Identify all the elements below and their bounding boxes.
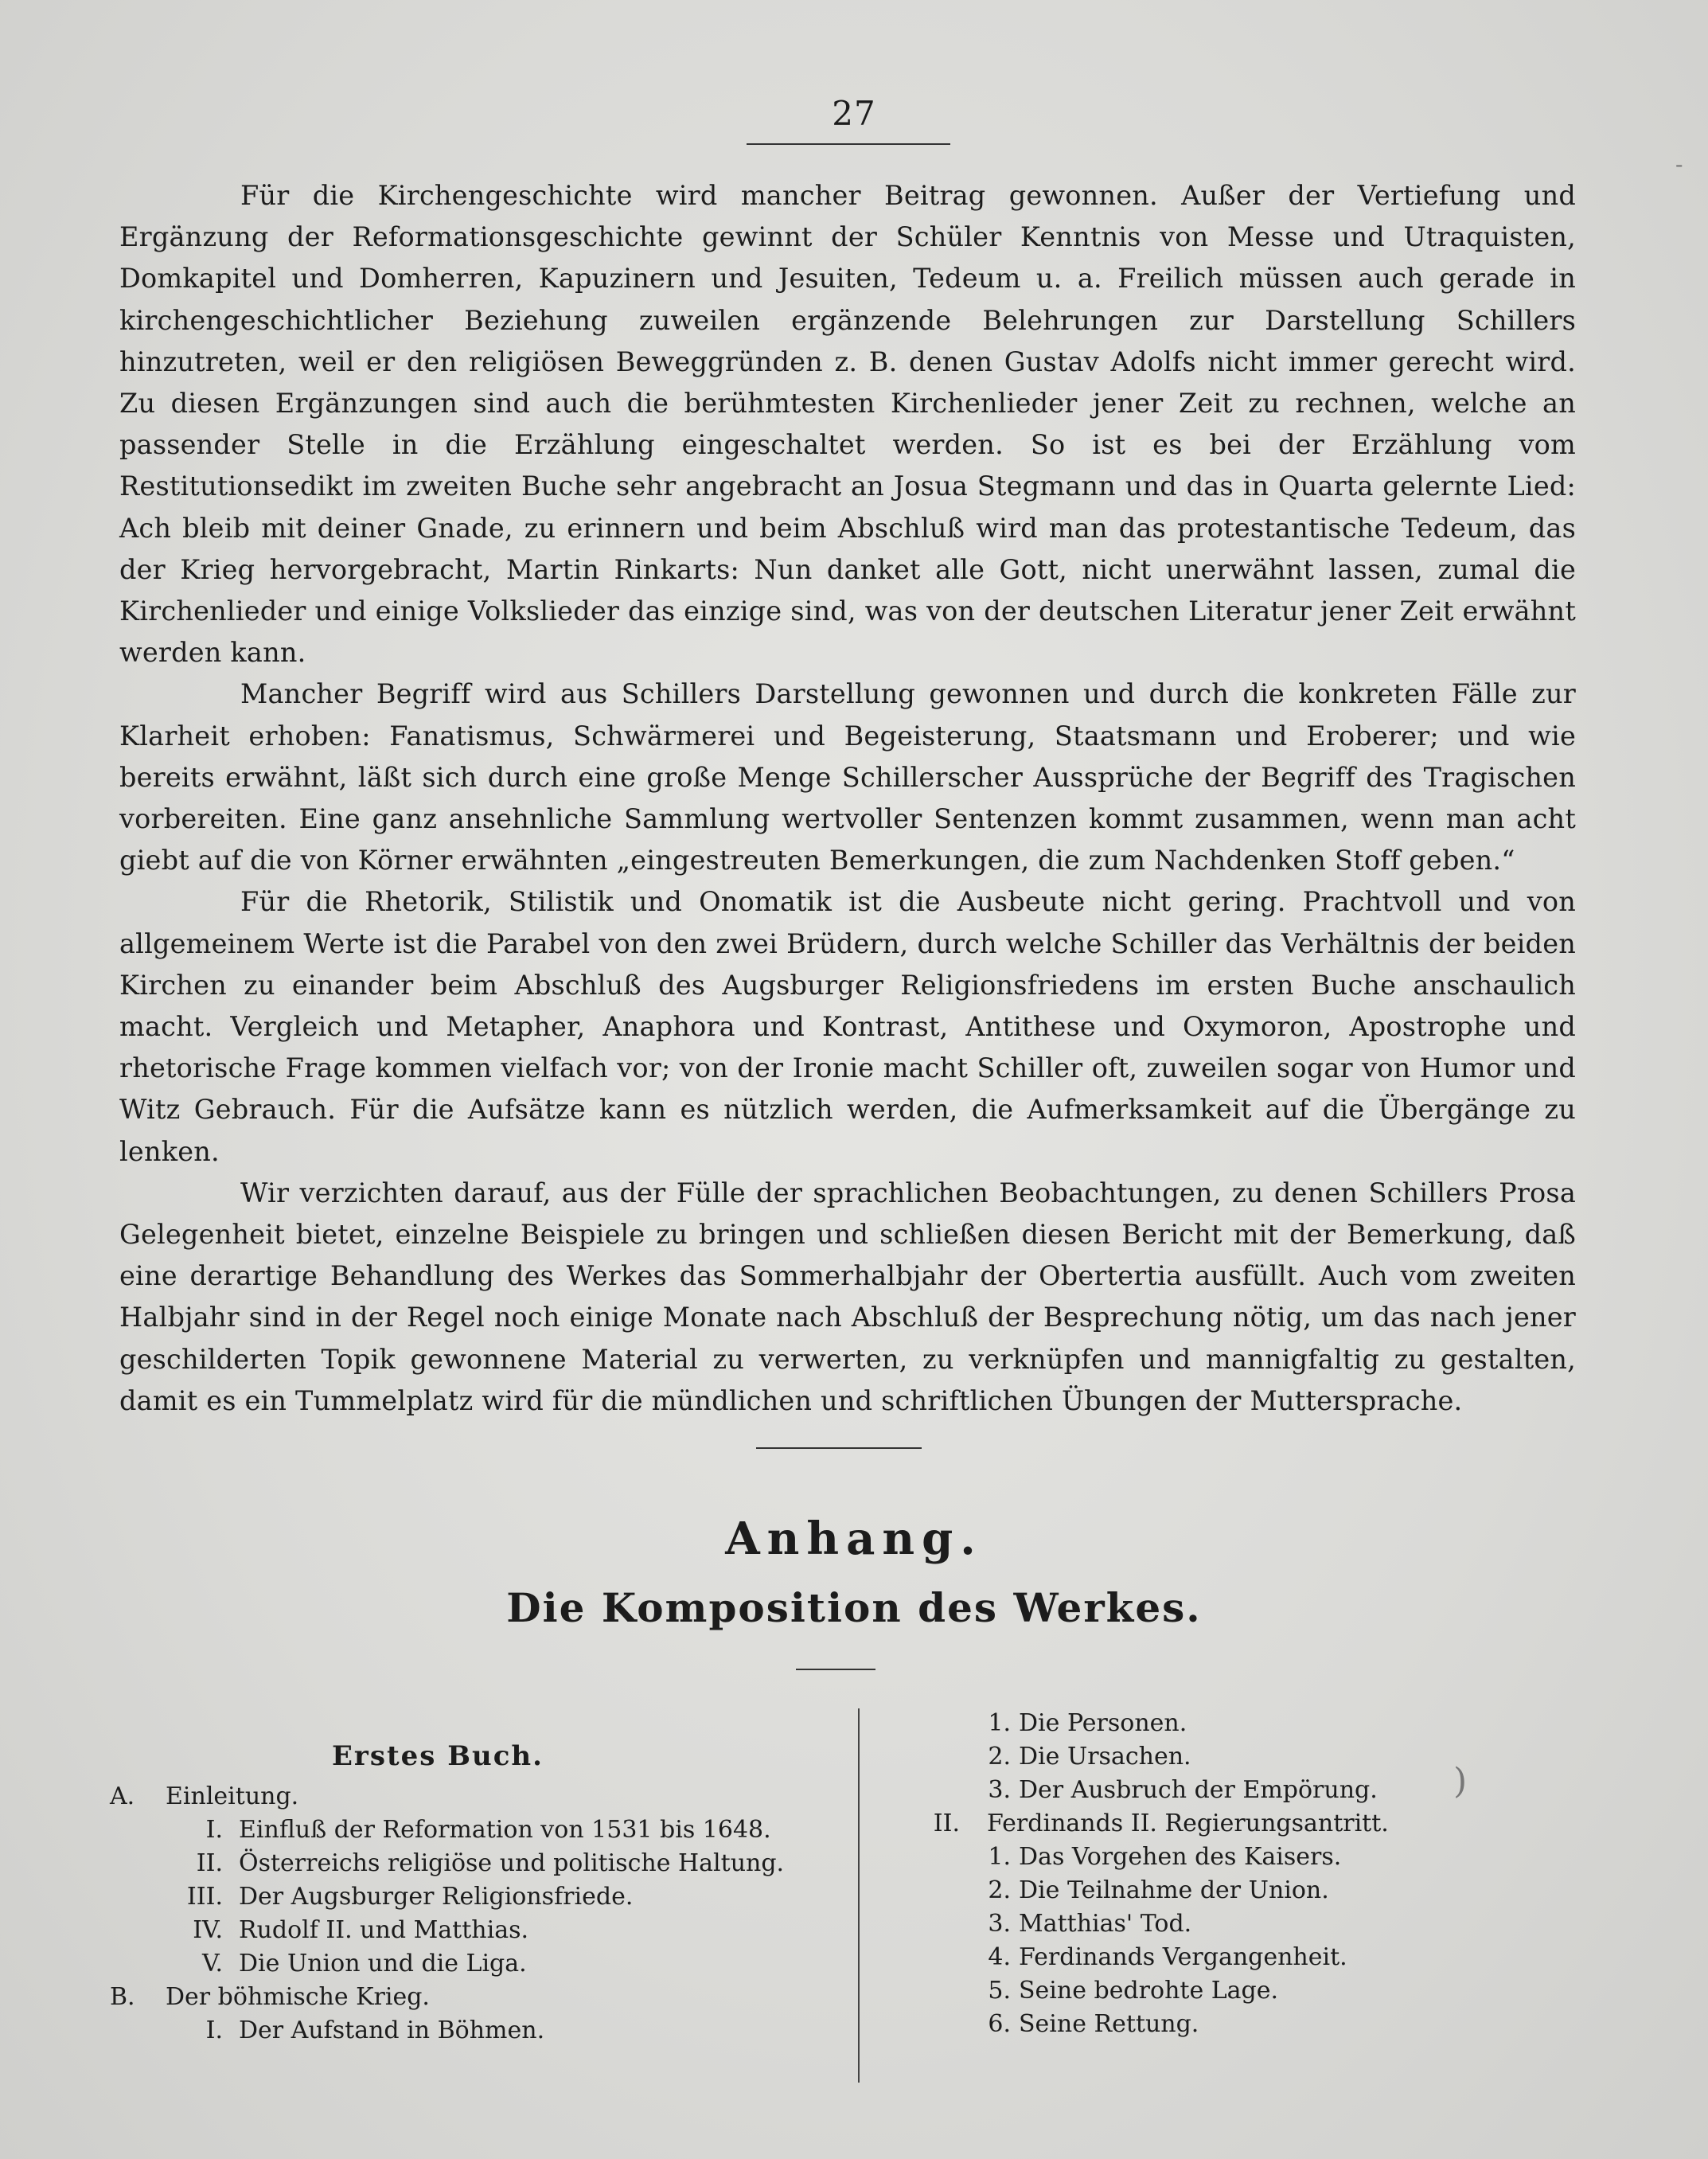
header-rule [747, 143, 950, 145]
paragraph-concepts: Mancher Begriff wird aus Schillers Darstellung gewonnen und durch die konkreten Fälle zur Klarheit erhoben: Fanatismus, Schwärmerei und Begeisterung, Staatsmann und Eroberer; und wie bereits erwähnt, läßt sich durch eine große Menge Schillerscher Aussprüche der Begriff des Tragischen vorbereiten. Eine ganz ansehnliche Sammlung wertvoller Sentenzen kommt zusammen, wenn man acht giebt auf die von Körner erwähnten „eingestreuten Bemerkungen, die zum Nachdenken Stoff geben.“ [119, 678, 1576, 876]
book-title: Erstes Buch. [331, 1740, 544, 1772]
column-divider [858, 1708, 860, 2083]
page-number: 27 [832, 94, 876, 133]
toc-right-column [915, 1707, 1632, 2041]
toc-entry: I. Einfluß der Reformation von 1531 bis 1648. [205, 1816, 771, 1844]
toc-entry: 4. Ferdinands Vergangenheit. [988, 1943, 1347, 1971]
section-rule [756, 1447, 922, 1449]
toc-entry: 1. Das Vorgehen des Kaisers. [988, 1843, 1342, 1871]
toc-entry: III. Der Augsburger Religionsfriede. [186, 1883, 634, 1911]
toc-entry: II. Österreichs religiöse und politische Haltung. [196, 1849, 785, 1877]
margin-mark: - [1675, 151, 1683, 178]
toc-entry: 5. Seine bedrohte Lage. [988, 1977, 1279, 2005]
appendix-subtitle: Die Komposition des Werkes. [506, 1584, 1202, 1631]
body-text [119, 175, 1576, 1422]
toc-entry: 1. Die Personen. [988, 1709, 1187, 1737]
toc-entry: 2. Die Ursachen. [988, 1743, 1191, 1771]
paragraph-conclusion: Wir verzichten darauf, aus der Fülle der sprachlichen Beobachtungen, zu denen Schillers Prosa Gelegenheit bietet, einzelne Beispiele zu bringen und schließen diesen Bericht mit der Bemerkung, daß eine derartige Behandlung des Werkes das Sommerhalbjahr der Obertertia ausfüllt. Auch vom zweiten Halbjahr sind in der Regel noch einige Monate nach Abschluß der Besprechung nötig, um das nach jener geschilderten Topik gewonnene Material zu verwerten, zu verknüpfen und mannigfaltig zu gestalten, damit es ein Tummelplatz wird für die mündlichen und schriftlichen Übungen der Muttersprache. [119, 1177, 1576, 1416]
toc-entry: I. Der Aufstand in Böhmen. [205, 2016, 545, 2044]
toc-left-column [96, 1780, 844, 2048]
subtitle-rule [796, 1669, 875, 1670]
toc-entry: 6. Seine Rettung. [988, 2010, 1199, 2038]
paragraph-rhetoric: Für die Rhetorik, Stilistik und Onomatik ist die Ausbeute nicht gering. Prachtvoll und von allgemeinem Werte ist die Parabel von den zwei Brüdern, durch welche Schiller das Verhältnis der beiden Kirchen zu einander beim Abschluß des Augsburger Religionsfriedens im ersten Buche anschaulich macht. Vergleich und Metapher, Anaphora und Kontrast, Antithese und Oxymoron, Apostrophe und rhetorische Frage kommen vielfach vor; von der Ironie macht Schiller oft, zuweilen sogar von Humor und Witz Gebrauch. Für die Aufsätze kann es nützlich werden, die Aufmerksamkeit auf die Übergänge zu lenken. [119, 886, 1576, 1167]
toc-entry: IV. Rudolf II. und Matthias. [193, 1916, 529, 1944]
margin-bracket: ) [1453, 1761, 1468, 1802]
toc-entry: A. Einleitung. [110, 1782, 299, 1810]
toc-entry: 3. Matthias' Tod. [988, 1910, 1192, 1938]
toc-entry: 2. Die Teilnahme der Union. [988, 1876, 1329, 1904]
toc-entry: II. Ferdinands II. Regierungsantritt. [933, 1810, 1389, 1837]
appendix-title: Anhang. [725, 1513, 983, 1565]
toc-entry: 3. Der Ausbruch der Empörung. [988, 1776, 1378, 1804]
toc-entry: B. Der böhmische Krieg. [110, 1983, 430, 2011]
toc-entry: V. Die Union und die Liga. [202, 1950, 527, 1977]
paragraph-church-history: Für die Kirchengeschichte wird mancher Beitrag gewonnen. Außer der Vertiefung und Ergänzung der Reformationsgeschichte gewinnt der Schüler Kenntnis von Messe und Utraquisten, Domkapitel und Domherren, Kapuzinern und Jesuiten, Tedeum u. a. Freilich müssen auch gerade in kirchengeschichtlicher Beziehung zuweilen ergänzende Belehrungen zur Darstellung Schillers hinzutreten, weil er den religiösen Beweggründen z. B. denen Gustav Adolfs nicht immer gerecht wird. Zu diesen Ergänzungen sind auch die berühmtesten Kirchenlieder jener Zeit zu rechnen, welche an passender Stelle in die Erzählung eingeschaltet werden. So ist es bei der Erzählung vom Restitutionsedikt im zweiten Buche sehr angebracht an Josua Stegmann und das in Quarta gelernte Lied: Ach bleib mit deiner Gnade, zu erinnern und beim Abschluß wird man das protestantische Tedeum, das der Krieg hervorgebracht, Martin Rinkarts: Nun danket alle Gott, nicht unerwähnt lassen, zumal die Kirchenlieder und einige Volkslieder das einzige sind, was von der deutschen Literatur jener Zeit erwähnt werden kann. [119, 180, 1576, 669]
